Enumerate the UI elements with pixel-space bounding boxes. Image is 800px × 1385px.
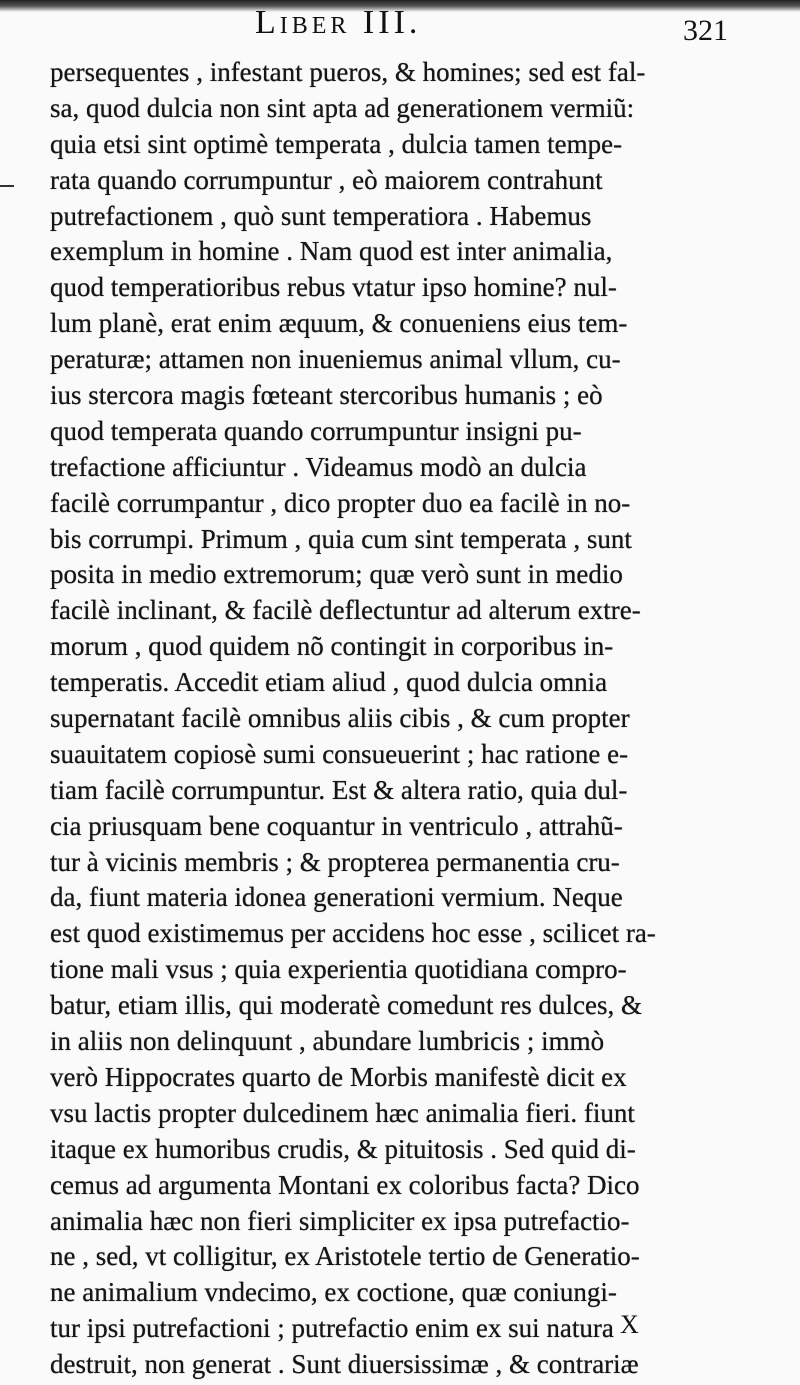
text-line: putrefactionem , quò sunt temperatiora . Habemus: [50, 200, 592, 231]
text-line: batur, etiam illis, qui moderatè comedunt res dulces, &: [50, 990, 643, 1021]
text-line: verò Hippocrates quarto de Morbis manifestè dicit ex: [50, 1061, 627, 1092]
text-line: destruit, non generat . Sunt diuersissimæ , & contrariæ: [50, 1349, 639, 1380]
text-line: quod temperatioribus rebus vtatur ipso homine? nul-: [50, 272, 617, 303]
text-line: lum planè, erat enim æquum, & conueniens eius tem-: [50, 308, 628, 339]
text-line: ne animalium vndecimo, ex coctione, quæ coniungi-: [50, 1277, 617, 1308]
text-line: persequentes , infestant pueros, & homines; sed est fal-: [50, 57, 646, 87]
body-text: [50, 55, 740, 1383]
running-title: Liber III.: [255, 4, 422, 41]
text-line: ius stercora magis fœteant stercoribus humanis ; eò: [50, 380, 603, 411]
margin-mark: [0, 185, 14, 187]
text-line: trefactione afficiuntur . Videamus modò an dulcia: [50, 451, 587, 482]
text-line: tur ipsi putrefactioni ; putrefactio enim ex sui natura: [50, 1313, 614, 1344]
text-line: temperatis. Accedit etiam aliud , quod dulcia omnia: [50, 667, 608, 698]
text-line: facilè inclinant, & facilè deflectuntur ad alterum extre-: [50, 595, 641, 626]
text-line: cemus ad argumenta Montani ex coloribus facta? Dico: [50, 1169, 640, 1200]
text-line: posita in medio extremorum; quæ verò sunt in medio: [50, 559, 623, 590]
text-line: tiam facilè corrumpuntur. Est & altera ratio, quia dul-: [50, 774, 628, 805]
text-line: itaque ex humoribus crudis, & pituitosis . Sed quid di-: [50, 1133, 636, 1164]
page-number: 321: [683, 14, 728, 47]
page-header: [0, 4, 800, 47]
text-line: morum , quod quidem nõ contingit in corporibus in-: [50, 631, 614, 662]
text-line: quod temperata quando corrumpuntur insigni pu-: [50, 415, 582, 446]
signature-mark: X: [620, 1310, 639, 1339]
text-line: in aliis non delinquunt , abundare lumbricis ; immò: [50, 1026, 605, 1057]
text-line: tur à vicinis membris ; & propterea permanentia cru-: [50, 846, 620, 877]
text-line: animalia hæc non fieri simpliciter ex ipsa putrefactio-: [50, 1205, 630, 1236]
text-line: est quod existimemus per accidens hoc esse , scilicet ra-: [50, 918, 656, 949]
text-line: facilè corrumpantur , dico propter duo ea facilè in no-: [50, 487, 631, 518]
text-line: bis corrumpi. Primum , quia cum sint temperata , sunt: [50, 523, 632, 554]
text-line: da, fiunt materia idonea generationi vermium. Neque: [50, 882, 623, 913]
text-line: peraturæ; attamen non inueniemus animal vllum, cu-: [50, 344, 621, 375]
text-line: cia priusquam bene coquantur in ventriculo , attrahũ-: [50, 810, 623, 841]
text-line: exemplum in homine . Nam quod est inter animalia,: [50, 236, 613, 267]
text-line: sa, quod dulcia non sint apta ad generationem vermiũ:: [50, 92, 635, 123]
text-line: quia etsi sint optimè temperata , dulcia tamen tempe-: [50, 128, 623, 159]
text-line: vsu lactis propter dulcedinem hæc animalia fieri. fiunt: [50, 1097, 635, 1128]
text-line: tione mali vsus ; quia experientia quotidiana compro-: [50, 954, 627, 985]
text-line: supernatant facilè omnibus aliis cibis , & cum propter: [50, 703, 630, 734]
text-line: ne , sed, vt colligitur, ex Aristotele tertio de Generatio-: [50, 1241, 640, 1272]
text-line: rata quando corrumpuntur , eò maiorem contrahunt: [50, 164, 603, 195]
text-line: suauitatem copiosè sumi consueuerint ; hac ratione e-: [50, 738, 629, 769]
